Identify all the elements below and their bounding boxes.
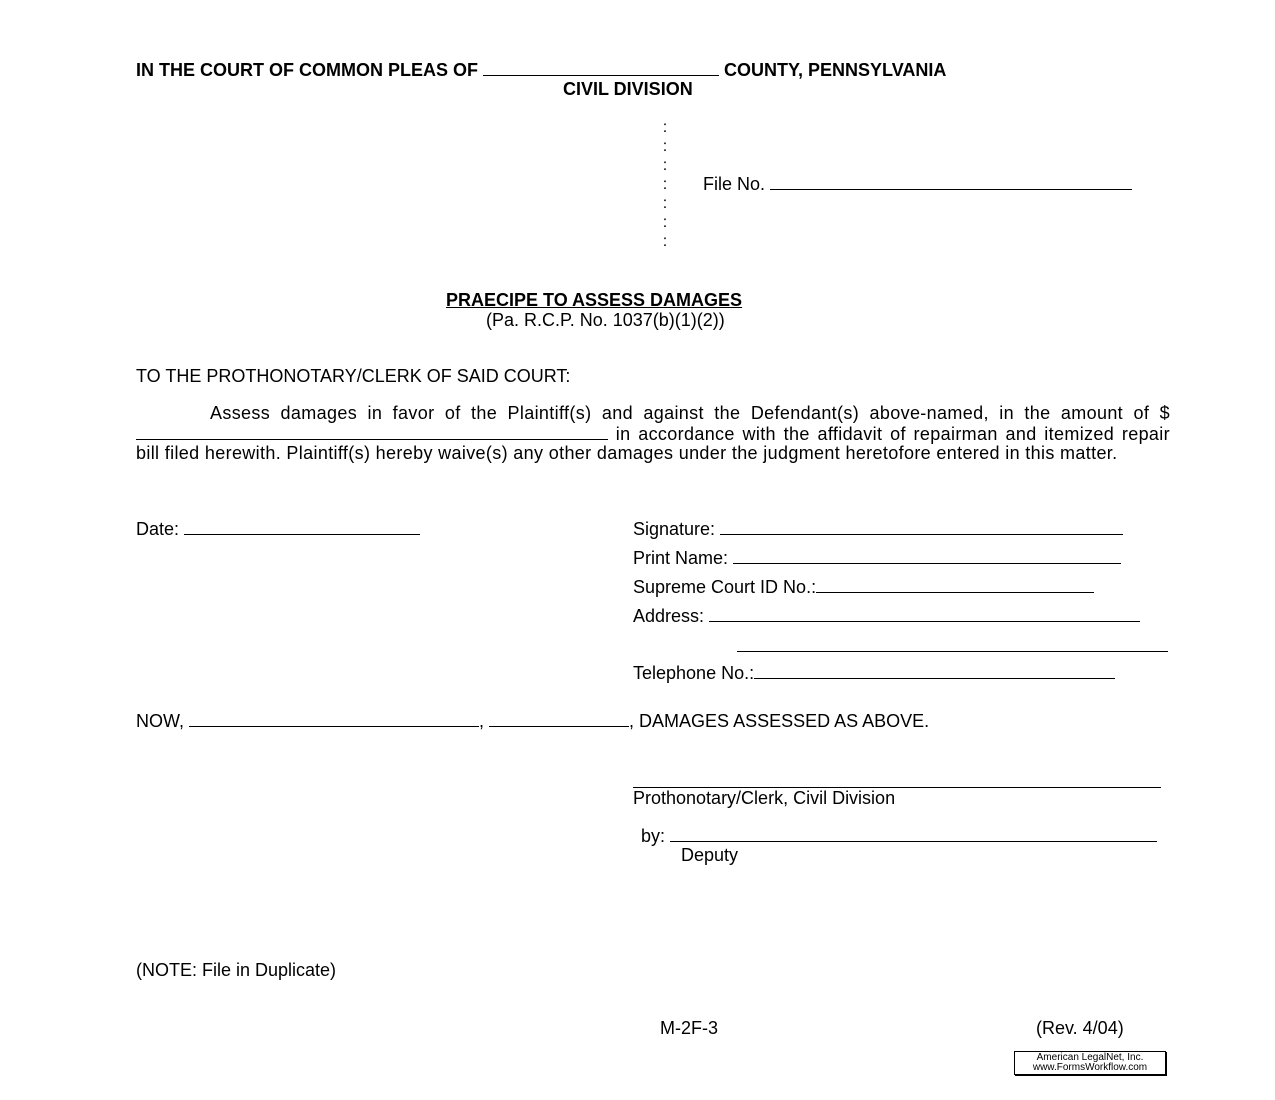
caption-colon: : [662, 214, 668, 231]
caption-colon: : [662, 138, 668, 155]
signature-row [633, 519, 1123, 539]
deputy-label: Deputy [681, 845, 739, 865]
by-label: by: [641, 826, 666, 846]
print-name-field[interactable] [733, 548, 1121, 564]
county-field[interactable] [483, 60, 719, 76]
print-name-row [633, 548, 1121, 568]
file-no-label: File No. [703, 174, 766, 194]
duplicate-note: (NOTE: File in Duplicate) [136, 960, 337, 980]
rule-citation: (Pa. R.C.P. No. 1037(b)(1)(2)) [486, 310, 725, 330]
caption-colon: : [662, 195, 668, 212]
date-field[interactable] [184, 519, 420, 535]
body-paragraph [136, 404, 1170, 464]
form-code: M-2F-3 [660, 1018, 718, 1038]
assessment-comma: , [479, 711, 485, 731]
body-text-2: in accordance with the affidavit of repairman and itemized repair bill filed herewith. Plaintiff(s) hereby waive(s) any other damages under the judgment heretofore entered in this matter. [136, 423, 1170, 463]
address-label: Address: [633, 606, 705, 626]
court-prefix: IN THE COURT OF COMMON PLEAS OF [136, 60, 478, 80]
supreme-court-field[interactable] [816, 577, 1094, 593]
address-field-2[interactable] [737, 651, 1168, 652]
assessed-text: , DAMAGES ASSESSED AS ABOVE. [629, 711, 930, 731]
date-row [136, 519, 420, 539]
telephone-field[interactable] [754, 663, 1115, 679]
deputy-signature-field[interactable] [670, 826, 1157, 842]
supreme-court-label: Supreme Court ID No.: [633, 577, 817, 597]
signature-field[interactable] [720, 519, 1123, 535]
clerk-title: Prothonotary/Clerk, Civil Division [633, 788, 896, 808]
caption-divider [660, 118, 670, 251]
address-field-1[interactable] [709, 606, 1140, 622]
amount-field[interactable] [136, 424, 608, 440]
addressee: TO THE PROTHONOTARY/CLERK OF SAID COURT: [136, 366, 571, 386]
file-no-row [703, 174, 1132, 194]
caption-colon: : [662, 233, 668, 250]
body-text-1: Assess damages in favor of the Plaintiff(s) and against the Defendant(s) above-named, in the amount of $ [210, 403, 1170, 423]
revision-date: (Rev. 4/04) [1036, 1018, 1124, 1038]
court-suffix: COUNTY, PENNSYLVANIA [724, 60, 947, 80]
caption-colon: : [662, 119, 668, 136]
supreme-court-row [633, 577, 1094, 597]
publisher-url: www.FormsWorkflow.com [1032, 1062, 1148, 1073]
signature-label: Signature: [633, 519, 716, 539]
telephone-label: Telephone No.: [633, 663, 755, 683]
assessment-day-field[interactable] [189, 711, 479, 727]
by-row [641, 826, 1157, 846]
document-title: PRAECIPE TO ASSESS DAMAGES [446, 290, 743, 310]
date-label: Date: [136, 519, 180, 539]
assessment-year-field[interactable] [489, 711, 629, 727]
caption-colon: : [662, 157, 668, 174]
publisher-name: American LegalNet, Inc. [1036, 1052, 1144, 1063]
division-heading: CIVIL DIVISION [563, 79, 693, 99]
address-row [633, 606, 1140, 626]
now-label: NOW, [136, 711, 184, 731]
telephone-row [633, 663, 1115, 683]
publisher-logo [1014, 1051, 1166, 1075]
file-no-field[interactable] [770, 174, 1132, 190]
caption-colon: : [662, 176, 668, 193]
assessment-row [136, 711, 929, 731]
print-name-label: Print Name: [633, 548, 729, 568]
court-heading [136, 60, 946, 80]
